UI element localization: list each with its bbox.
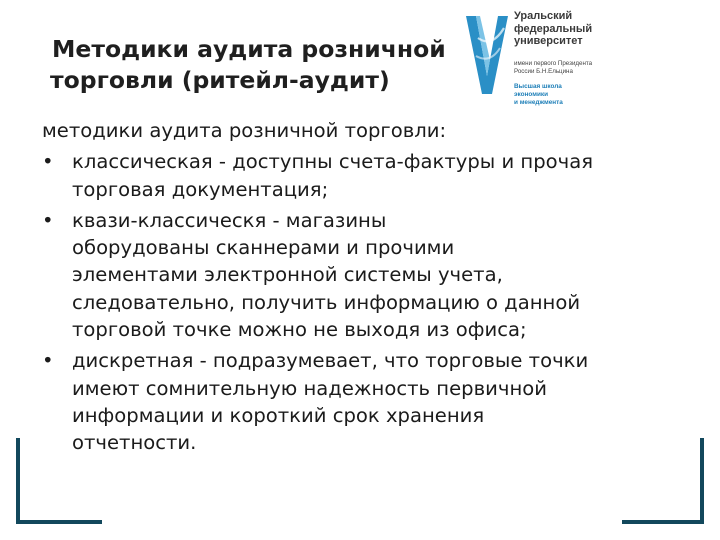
- bullet-line: имеют сомнительную надежность первичной: [72, 376, 547, 400]
- frame-corner-left-vertical: [16, 438, 20, 524]
- university-emblem-icon: [466, 8, 510, 102]
- frame-corner-right-horizontal: [622, 520, 704, 524]
- frame-corner-right-vertical: [700, 438, 704, 524]
- bullet-line: отчетности.: [72, 431, 197, 455]
- university-dedication-line-1: имени первого Президента: [514, 60, 593, 67]
- slide-title-line-2: торговли (ритейл-аудит): [50, 66, 390, 94]
- bullet-line: информации и короткий срок хранения: [72, 403, 485, 427]
- bullet-item-discrete: [42, 347, 692, 456]
- school-name: [514, 83, 563, 107]
- university-name-line-1: Уральский: [514, 10, 573, 22]
- bullet-item-quasi-classic: [42, 207, 692, 343]
- bullet-icon: •: [42, 150, 54, 174]
- bullet-line: классическая - доступны счета-фактуры и прочая: [72, 150, 594, 174]
- slide-body: [42, 117, 692, 461]
- slide-title-line-1: Методики аудита розничной: [52, 35, 446, 63]
- school-name-line-1: Высшая школа: [514, 83, 562, 90]
- bullet-line: дискретная - подразумевает, что торговые точки: [72, 349, 589, 373]
- bullet-item-classic: [42, 148, 692, 203]
- university-logo: [466, 8, 626, 108]
- university-name-line-3: университет: [514, 35, 583, 47]
- school-name-line-3: и менеджмента: [514, 99, 563, 106]
- university-name: [514, 10, 592, 48]
- bullet-icon: •: [42, 349, 54, 373]
- slide-title: [52, 34, 472, 96]
- bullet-line: элементами электронной системы учета,: [72, 263, 503, 287]
- bullet-icon: •: [42, 208, 54, 232]
- university-dedication: [514, 60, 592, 76]
- bullet-line: следовательно, получить информацию о данной: [72, 290, 581, 314]
- intro-text: методики аудита розничной торговли:: [42, 119, 447, 142]
- bullet-list: [42, 148, 692, 456]
- school-name-line-2: экономики: [514, 91, 549, 98]
- university-dedication-line-2: России Б.Н.Ельцина: [514, 68, 573, 75]
- bullet-line: торговой точке можно не выходя из офиса;: [72, 318, 527, 342]
- bullet-line: оборудованы сканнерами и прочими: [72, 236, 455, 260]
- university-name-line-2: федеральный: [514, 22, 593, 35]
- bullet-line: торговая документация;: [72, 177, 329, 201]
- frame-corner-left-horizontal: [16, 520, 102, 524]
- bullet-line: квази-классическя - магазины: [72, 208, 387, 232]
